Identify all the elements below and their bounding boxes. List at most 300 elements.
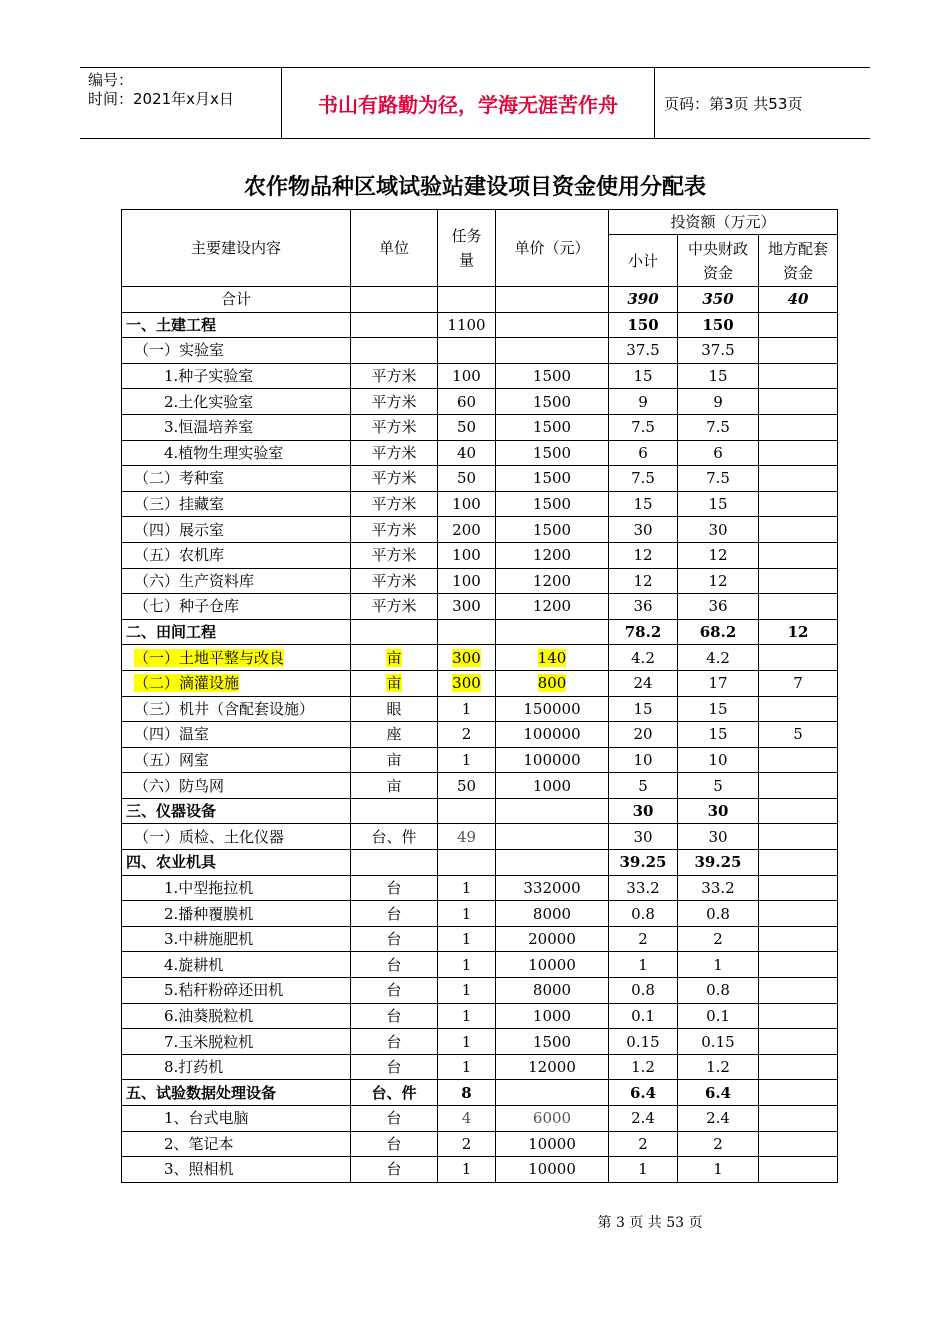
- highlighted-text: 140: [537, 648, 567, 667]
- cell-content: 2.播种覆膜机: [122, 901, 351, 927]
- highlighted-text: 800: [537, 674, 567, 693]
- cell-price: [496, 338, 609, 364]
- cell-unit: 平方米: [351, 414, 438, 440]
- cell-task: 300: [438, 594, 496, 620]
- table-row: [122, 1080, 838, 1106]
- cell-central: 5: [678, 773, 759, 799]
- cell-task: 1: [438, 1003, 496, 1029]
- cell-unit: 亩: [351, 773, 438, 799]
- cell-price: 1500: [496, 389, 609, 415]
- cell-content: （六）生产资料库: [122, 568, 351, 594]
- cell-central: 39.25: [678, 850, 759, 876]
- cell-central: 15: [678, 722, 759, 748]
- cell-task: 100: [438, 568, 496, 594]
- cell-subtotal: 39.25: [609, 850, 678, 876]
- cell-central: 150: [678, 312, 759, 338]
- header-divider: [654, 68, 655, 138]
- cell-local: [759, 926, 838, 952]
- cell-subtotal: 24: [609, 670, 678, 696]
- cell-central: 2.4: [678, 1106, 759, 1132]
- cell-task: 100: [438, 491, 496, 517]
- cell-central: 0.8: [678, 901, 759, 927]
- cell-task: 1100: [438, 312, 496, 338]
- cell-unit: 台: [351, 926, 438, 952]
- cell-price: [496, 850, 609, 876]
- cell-content: [122, 645, 351, 671]
- cell-unit: 平方米: [351, 466, 438, 492]
- cell-price: 10000: [496, 952, 609, 978]
- cell-price: 100000: [496, 722, 609, 748]
- highlighted-text: （二）滴灌设施: [134, 674, 240, 693]
- cell-content: 1.种子实验室: [122, 363, 351, 389]
- cell-task: 4: [438, 1106, 496, 1132]
- cell-unit: 平方米: [351, 542, 438, 568]
- table-row: [122, 645, 838, 671]
- highlighted-text: （一）土地平整与改良: [134, 648, 285, 667]
- cell-task: 50: [438, 466, 496, 492]
- cell-subtotal: 2: [609, 926, 678, 952]
- cell-unit: [351, 850, 438, 876]
- cell-content: 5.秸秆粉碎还田机: [122, 978, 351, 1004]
- table-row: [122, 594, 838, 620]
- cell-unit: [351, 798, 438, 824]
- cell-subtotal: 0.8: [609, 901, 678, 927]
- col-header-subtotal: 小计: [609, 235, 678, 287]
- number-label: 编号：: [88, 71, 134, 89]
- cell-central: 2: [678, 1131, 759, 1157]
- cell-task: 1: [438, 978, 496, 1004]
- cell-content: （六）防鸟网: [122, 773, 351, 799]
- col-header-price: 单价（元）: [496, 210, 609, 287]
- cell-local: [759, 1106, 838, 1132]
- cell-unit: 平方米: [351, 594, 438, 620]
- cell-task: 1: [438, 696, 496, 722]
- cell-content: 2、笔记本: [122, 1131, 351, 1157]
- cell-task: 1: [438, 952, 496, 978]
- cell-price: 1000: [496, 773, 609, 799]
- cell-task: 200: [438, 517, 496, 543]
- cell-subtotal: 20: [609, 722, 678, 748]
- table-row: [122, 414, 838, 440]
- cell-subtotal: 12: [609, 568, 678, 594]
- header-motto: 书山有路勤为径，学海无涯苦作舟: [318, 92, 618, 117]
- cell-unit: 平方米: [351, 517, 438, 543]
- cell-local: [759, 978, 838, 1004]
- cell-price: [496, 798, 609, 824]
- cell-subtotal: 6.4: [609, 1080, 678, 1106]
- cell-price: 150000: [496, 696, 609, 722]
- table-row: [122, 389, 838, 415]
- cell-task: 49: [438, 824, 496, 850]
- table-row: [122, 1157, 838, 1183]
- cell-central: 1: [678, 1157, 759, 1183]
- table-row: [122, 926, 838, 952]
- cell-unit: [351, 670, 438, 696]
- cell-content: （四）温室: [122, 722, 351, 748]
- col-header-task: 任务量: [438, 210, 496, 287]
- cell-task: 1: [438, 926, 496, 952]
- table-row: [122, 363, 838, 389]
- cell-content: 1、台式电脑: [122, 1106, 351, 1132]
- cell-price: 332000: [496, 875, 609, 901]
- cell-task: [438, 287, 496, 313]
- cell-task: 1: [438, 901, 496, 927]
- cell-unit: 台: [351, 1157, 438, 1183]
- cell-subtotal: 1: [609, 952, 678, 978]
- cell-content: （五）农机库: [122, 542, 351, 568]
- cell-unit: 台、件: [351, 824, 438, 850]
- cell-central: 15: [678, 363, 759, 389]
- cell-central: 37.5: [678, 338, 759, 364]
- cell-central: 17: [678, 670, 759, 696]
- table-row: [122, 850, 838, 876]
- cell-local: [759, 1157, 838, 1183]
- cell-price: 1500: [496, 491, 609, 517]
- cell-central: 33.2: [678, 875, 759, 901]
- cell-local: [759, 466, 838, 492]
- cell-task: 1: [438, 1054, 496, 1080]
- cell-task: 100: [438, 363, 496, 389]
- cell-subtotal: 15: [609, 363, 678, 389]
- cell-task: [438, 645, 496, 671]
- table-row: [122, 670, 838, 696]
- cell-content: （一）质检、土化仪器: [122, 824, 351, 850]
- cell-price: 6000: [496, 1106, 609, 1132]
- cell-unit: 座: [351, 722, 438, 748]
- cell-content: （五）网室: [122, 747, 351, 773]
- cell-price: 1200: [496, 594, 609, 620]
- cell-subtotal: 30: [609, 824, 678, 850]
- cell-unit: 平方米: [351, 389, 438, 415]
- cell-local: [759, 338, 838, 364]
- table-row: [122, 952, 838, 978]
- cell-subtotal: 0.1: [609, 1003, 678, 1029]
- cell-unit: 台: [351, 1054, 438, 1080]
- cell-content: 8.打药机: [122, 1054, 351, 1080]
- cell-content: 3.恒温培养室: [122, 414, 351, 440]
- col-header-central: 中央财政资金: [678, 235, 759, 287]
- cell-unit: [351, 338, 438, 364]
- cell-local: [759, 645, 838, 671]
- cell-unit: 平方米: [351, 440, 438, 466]
- cell-content: 一、土建工程: [122, 312, 351, 338]
- cell-task: [438, 619, 496, 645]
- cell-central: 6.4: [678, 1080, 759, 1106]
- cell-central: 350: [678, 287, 759, 313]
- cell-central: 12: [678, 542, 759, 568]
- cell-local: [759, 517, 838, 543]
- cell-local: [759, 798, 838, 824]
- cell-central: 0.15: [678, 1029, 759, 1055]
- cell-subtotal: 6: [609, 440, 678, 466]
- cell-unit: 台: [351, 978, 438, 1004]
- cell-local: [759, 363, 838, 389]
- cell-subtotal: 37.5: [609, 338, 678, 364]
- cell-local: [759, 773, 838, 799]
- cell-task: [438, 338, 496, 364]
- cell-price: 10000: [496, 1157, 609, 1183]
- table-row: [122, 824, 838, 850]
- cell-content: 二、田间工程: [122, 619, 351, 645]
- cell-task: 40: [438, 440, 496, 466]
- cell-price: [496, 1080, 609, 1106]
- cell-local: [759, 747, 838, 773]
- table-row: [122, 619, 838, 645]
- cell-subtotal: 33.2: [609, 875, 678, 901]
- table-row: [122, 901, 838, 927]
- col-header-content: 主要建设内容: [122, 210, 351, 287]
- cell-unit: 平方米: [351, 363, 438, 389]
- cell-unit: 台、件: [351, 1080, 438, 1106]
- cell-local: 7: [759, 670, 838, 696]
- cell-content: （一）实验室: [122, 338, 351, 364]
- cell-unit: [351, 287, 438, 313]
- table-row: [122, 491, 838, 517]
- cell-content: 3.中耕施肥机: [122, 926, 351, 952]
- cell-unit: 亩: [351, 747, 438, 773]
- cell-price: 12000: [496, 1054, 609, 1080]
- cell-price: [496, 312, 609, 338]
- cell-price: [496, 824, 609, 850]
- cell-subtotal: 15: [609, 696, 678, 722]
- cell-task: 50: [438, 773, 496, 799]
- cell-content: （三）机井（含配套设施）: [122, 696, 351, 722]
- cell-subtotal: 30: [609, 517, 678, 543]
- cell-price: 1500: [496, 363, 609, 389]
- cell-local: [759, 440, 838, 466]
- cell-subtotal: 390: [609, 287, 678, 313]
- cell-price: 1500: [496, 1029, 609, 1055]
- table-row: [122, 747, 838, 773]
- cell-subtotal: 2: [609, 1131, 678, 1157]
- cell-unit: 台: [351, 952, 438, 978]
- cell-price: 8000: [496, 901, 609, 927]
- cell-task: 1: [438, 1029, 496, 1055]
- cell-subtotal: 5: [609, 773, 678, 799]
- cell-unit: 台: [351, 875, 438, 901]
- table-row: [122, 440, 838, 466]
- cell-local: [759, 389, 838, 415]
- cell-local: [759, 1131, 838, 1157]
- table-row: [122, 696, 838, 722]
- budget-table: [121, 209, 838, 1183]
- table-row: [122, 338, 838, 364]
- cell-task: 1: [438, 747, 496, 773]
- table-row: [122, 1029, 838, 1055]
- cell-content: 五、试验数据处理设备: [122, 1080, 351, 1106]
- cell-subtotal: 9: [609, 389, 678, 415]
- cell-local: [759, 1003, 838, 1029]
- highlighted-text: 亩: [386, 648, 402, 667]
- cell-central: 0.1: [678, 1003, 759, 1029]
- cell-unit: 平方米: [351, 568, 438, 594]
- cell-subtotal: 36: [609, 594, 678, 620]
- cell-central: 12: [678, 568, 759, 594]
- cell-central: 36: [678, 594, 759, 620]
- cell-local: [759, 824, 838, 850]
- table-row: [122, 1054, 838, 1080]
- table-row: [122, 1106, 838, 1132]
- cell-task: 100: [438, 542, 496, 568]
- cell-price: [496, 619, 609, 645]
- cell-central: 6: [678, 440, 759, 466]
- cell-subtotal: 0.8: [609, 978, 678, 1004]
- table-row: [122, 978, 838, 1004]
- table-row: [122, 517, 838, 543]
- cell-unit: 眼: [351, 696, 438, 722]
- cell-local: [759, 594, 838, 620]
- cell-price: [496, 645, 609, 671]
- cell-content: 1.中型拖拉机: [122, 875, 351, 901]
- cell-price: 1500: [496, 414, 609, 440]
- cell-central: 1: [678, 952, 759, 978]
- cell-unit: 台: [351, 1131, 438, 1157]
- cell-subtotal: 2.4: [609, 1106, 678, 1132]
- cell-unit: 台: [351, 1029, 438, 1055]
- highlighted-text: 亩: [386, 674, 402, 693]
- cell-price: 1200: [496, 542, 609, 568]
- cell-price: [496, 287, 609, 313]
- cell-task: [438, 670, 496, 696]
- cell-local: [759, 1029, 838, 1055]
- cell-local: [759, 952, 838, 978]
- cell-content: 4.旋耕机: [122, 952, 351, 978]
- cell-price: 1500: [496, 440, 609, 466]
- cell-central: 7.5: [678, 414, 759, 440]
- cell-subtotal: 150: [609, 312, 678, 338]
- cell-unit: [351, 645, 438, 671]
- cell-local: 5: [759, 722, 838, 748]
- cell-task: [438, 798, 496, 824]
- cell-subtotal: 7.5: [609, 414, 678, 440]
- page-title: 农作物品种区域试验站建设项目资金使用分配表: [243, 175, 706, 200]
- table-row: [122, 1131, 838, 1157]
- table-row: [122, 722, 838, 748]
- cell-price: 20000: [496, 926, 609, 952]
- cell-subtotal: 1: [609, 1157, 678, 1183]
- cell-content: 3、照相机: [122, 1157, 351, 1183]
- cell-unit: 台: [351, 901, 438, 927]
- header-meta: [88, 71, 234, 109]
- cell-central: 30: [678, 798, 759, 824]
- cell-local: [759, 875, 838, 901]
- cell-central: 9: [678, 389, 759, 415]
- cell-local: [759, 542, 838, 568]
- cell-content: 四、农业机具: [122, 850, 351, 876]
- table-row: [122, 312, 838, 338]
- cell-price: 1500: [496, 466, 609, 492]
- cell-central: 7.5: [678, 466, 759, 492]
- cell-local: [759, 1054, 838, 1080]
- cell-local: 40: [759, 287, 838, 313]
- cell-content: （四）展示室: [122, 517, 351, 543]
- cell-unit: [351, 619, 438, 645]
- cell-central: 15: [678, 696, 759, 722]
- table-row: [122, 1003, 838, 1029]
- table-row: [122, 568, 838, 594]
- cell-central: 68.2: [678, 619, 759, 645]
- cell-central: 0.8: [678, 978, 759, 1004]
- table-header-row: [122, 210, 838, 235]
- highlighted-text: 300: [452, 674, 481, 693]
- cell-unit: 平方米: [351, 491, 438, 517]
- cell-task: [438, 850, 496, 876]
- cell-task: 8: [438, 1080, 496, 1106]
- cell-central: 10: [678, 747, 759, 773]
- cell-price: 1200: [496, 568, 609, 594]
- cell-content: 4.植物生理实验室: [122, 440, 351, 466]
- cell-unit: 台: [351, 1106, 438, 1132]
- cell-local: [759, 414, 838, 440]
- cell-subtotal: 7.5: [609, 466, 678, 492]
- cell-task: 50: [438, 414, 496, 440]
- cell-price: 8000: [496, 978, 609, 1004]
- table-row: [122, 287, 838, 313]
- cell-central: 1.2: [678, 1054, 759, 1080]
- table-row: [122, 466, 838, 492]
- cell-content: 2.土化实验室: [122, 389, 351, 415]
- cell-subtotal: 10: [609, 747, 678, 773]
- cell-local: [759, 568, 838, 594]
- cell-subtotal: 15: [609, 491, 678, 517]
- cell-subtotal: 12: [609, 542, 678, 568]
- cell-local: [759, 491, 838, 517]
- cell-task: 60: [438, 389, 496, 415]
- cell-price: 1500: [496, 517, 609, 543]
- time-label: 时间：2021年x月x日: [88, 90, 234, 108]
- cell-content: [122, 670, 351, 696]
- cell-local: [759, 901, 838, 927]
- cell-unit: [351, 312, 438, 338]
- cell-subtotal: 78.2: [609, 619, 678, 645]
- cell-local: [759, 312, 838, 338]
- cell-price: [496, 670, 609, 696]
- highlighted-text: 300: [452, 648, 481, 667]
- cell-task: 1: [438, 875, 496, 901]
- cell-subtotal: 4.2: [609, 645, 678, 671]
- cell-content: （七）种子仓库: [122, 594, 351, 620]
- col-header-unit: 单位: [351, 210, 438, 287]
- cell-unit: 台: [351, 1003, 438, 1029]
- table-row: [122, 542, 838, 568]
- cell-content: （二）考种室: [122, 466, 351, 492]
- cell-local: 12: [759, 619, 838, 645]
- page-footer: 第 3 页 共 53 页: [597, 1215, 703, 1231]
- cell-subtotal: 30: [609, 798, 678, 824]
- cell-content: 三、仪器设备: [122, 798, 351, 824]
- cell-task: 1: [438, 1157, 496, 1183]
- cell-content: 7.玉米脱粒机: [122, 1029, 351, 1055]
- cell-content: （三）挂藏室: [122, 491, 351, 517]
- cell-central: 30: [678, 824, 759, 850]
- cell-subtotal: 0.15: [609, 1029, 678, 1055]
- cell-content: 合计: [122, 287, 351, 313]
- cell-subtotal: 1.2: [609, 1054, 678, 1080]
- cell-content: 6.油葵脱粒机: [122, 1003, 351, 1029]
- cell-central: 2: [678, 926, 759, 952]
- cell-local: [759, 696, 838, 722]
- document-header: [80, 67, 870, 139]
- cell-task: 2: [438, 1131, 496, 1157]
- cell-price: 100000: [496, 747, 609, 773]
- header-page-info: 页码：第3页 共53页: [664, 94, 803, 113]
- col-header-local: 地方配套资金: [759, 235, 838, 287]
- cell-task: 2: [438, 722, 496, 748]
- table-row: [122, 798, 838, 824]
- col-header-investment: 投资额（万元）: [609, 210, 838, 235]
- cell-local: [759, 850, 838, 876]
- table-row: [122, 875, 838, 901]
